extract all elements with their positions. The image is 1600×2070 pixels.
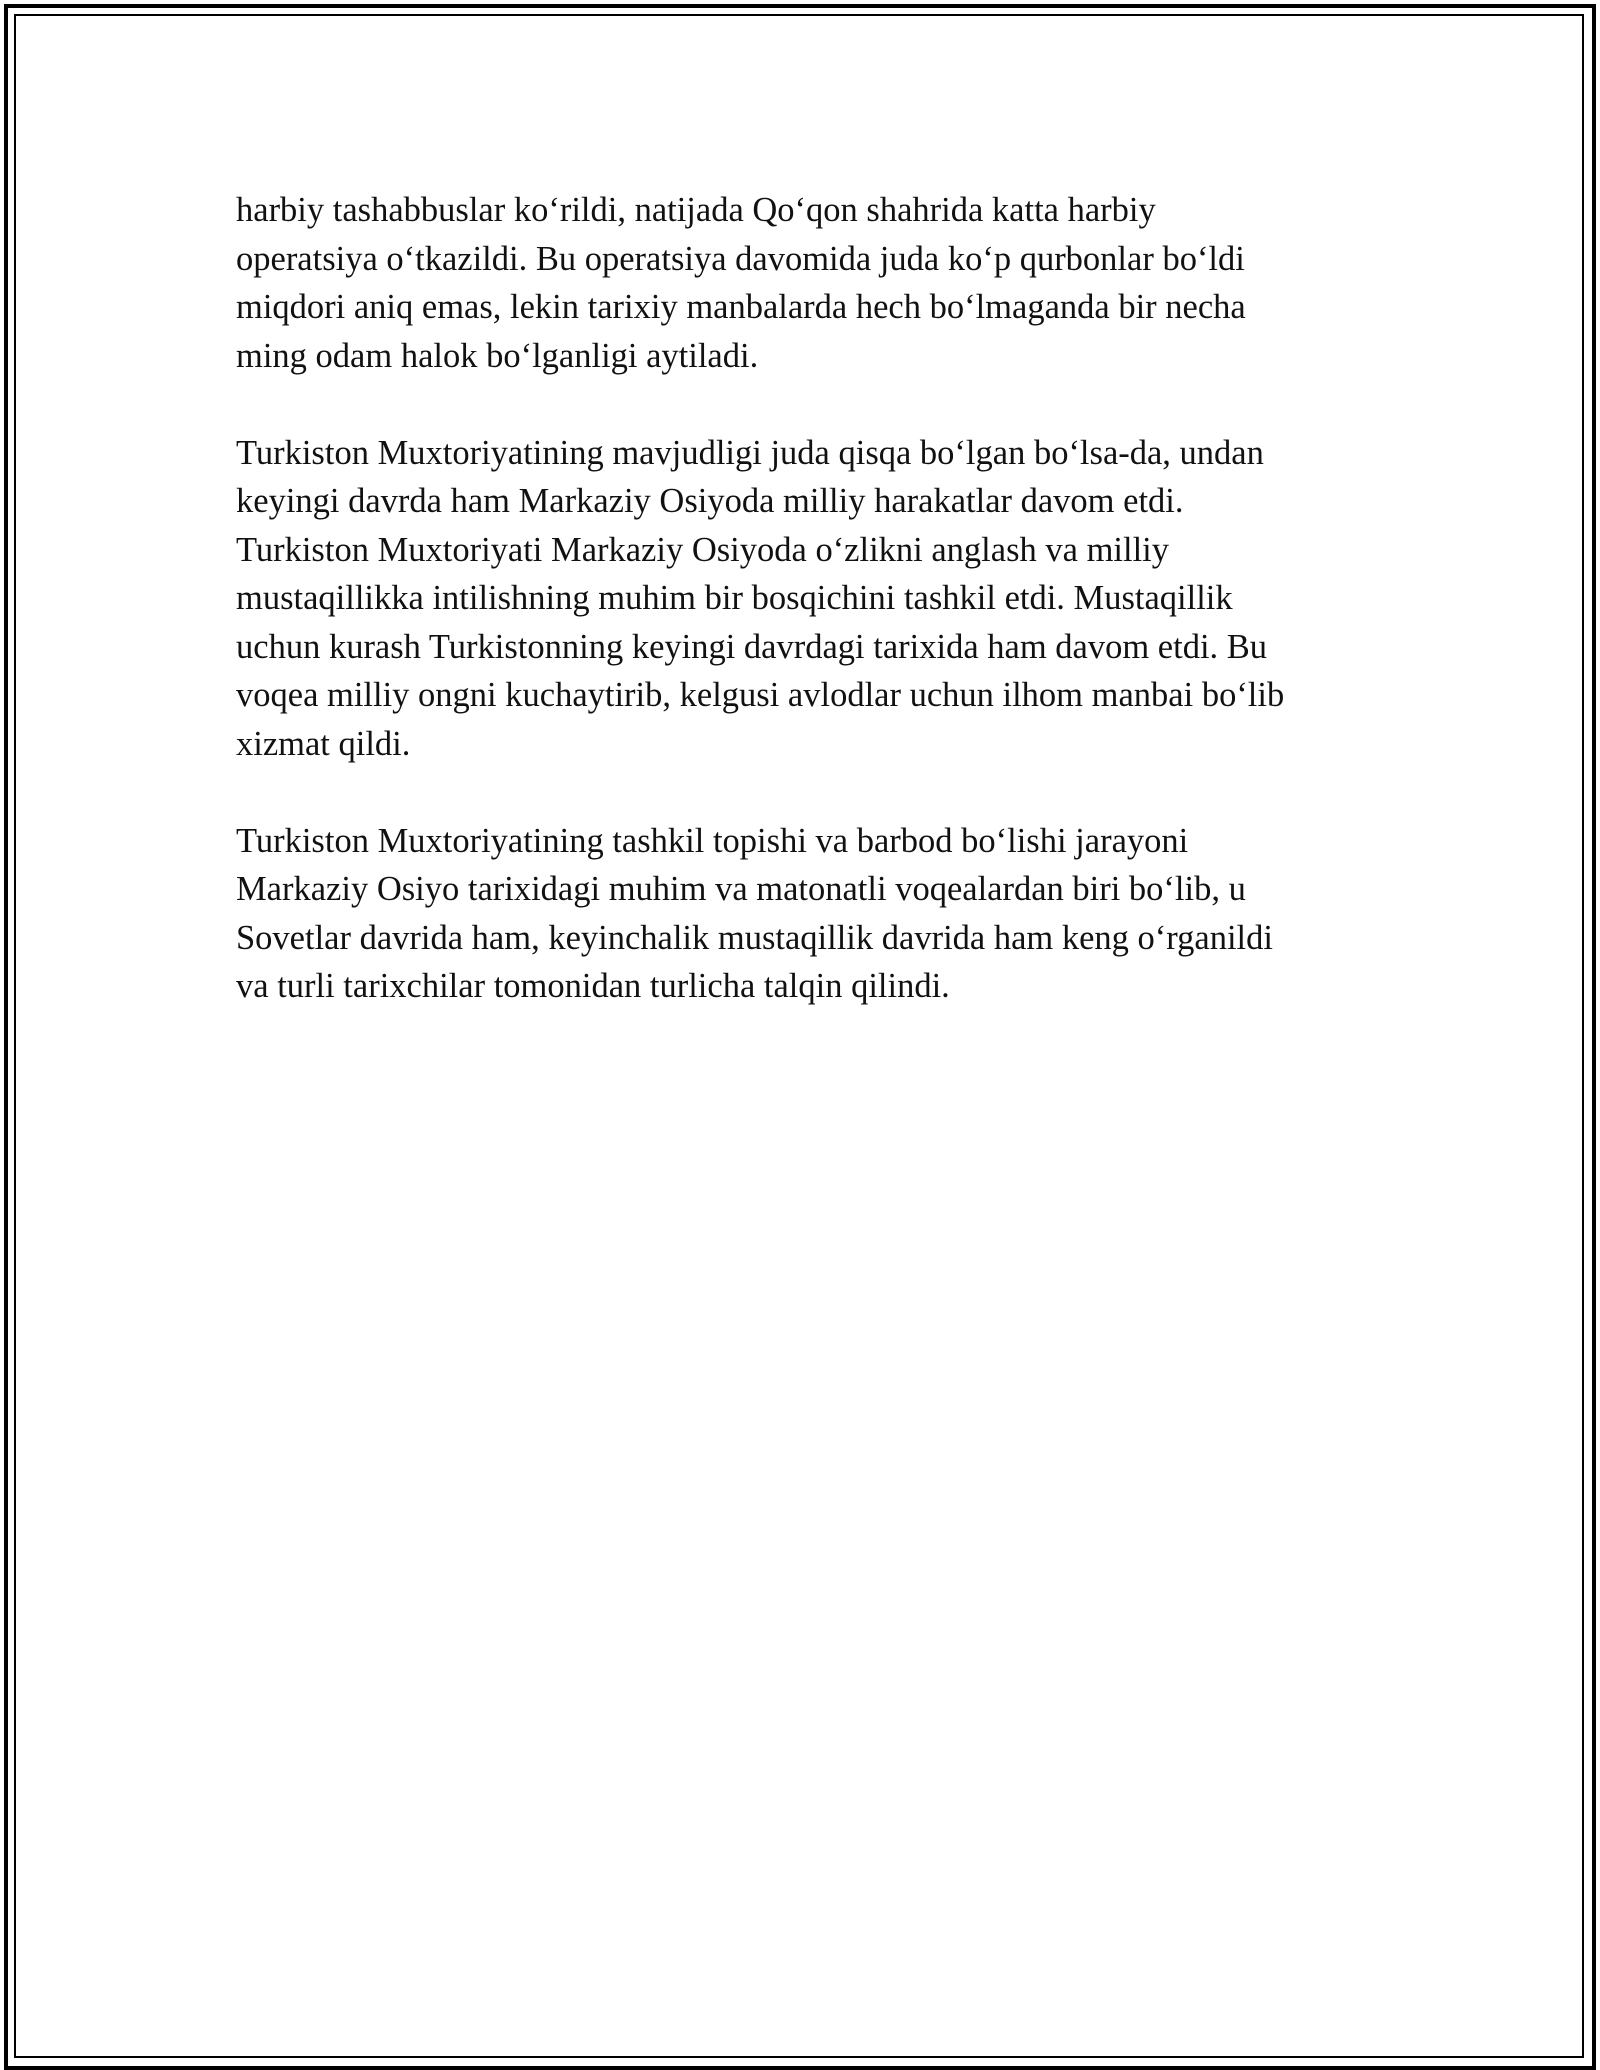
paragraph-3 xyxy=(236,817,1366,1011)
text-line: keyingi davrda ham Markaziy Osiyoda milliy harakatlar davom etdi. xyxy=(236,482,1184,520)
text-line: harbiy tashabbuslar ko‘rildi, natijada Qo‘qon shahrida katta harbiy xyxy=(236,191,1156,229)
text-line: miqdori aniq emas, lekin tarixiy manbalarda hech bo‘lmaganda bir necha xyxy=(236,288,1246,326)
paragraph-1 xyxy=(236,186,1366,380)
text-line: operatsiya o‘tkazildi. Bu operatsiya davomida juda ko‘p qurbonlar bo‘ldi xyxy=(236,239,1245,278)
text-line: va turli tarixchilar tomonidan turlicha talqin qilindi. xyxy=(236,967,950,1005)
document-body xyxy=(236,186,1366,1059)
text-line: ming odam halok bo‘lganligi aytiladi. xyxy=(236,336,759,375)
text-line: Turkiston Muxtoriyatining mavjudligi juda qisqa bo‘lgan bo‘lsa-da, undan xyxy=(236,433,1264,472)
text-line: Turkiston Muxtoriyati Markaziy Osiyoda o‘zlikni anglash va milliy xyxy=(236,530,1169,569)
text-line: Turkiston Muxtoriyatining tashkil topishi va barbod bo‘lishi jarayoni xyxy=(236,821,1189,860)
paragraph-2 xyxy=(236,429,1366,769)
text-line: Markaziy Osiyo tarixidagi muhim va matonatli voqealardan biri bo‘lib, u xyxy=(236,870,1246,908)
text-line: mustaqillikka intilishning muhim bir bosqichini tashkil etdi. Mustaqillik xyxy=(236,579,1233,617)
text-line: voqea milliy ongni kuchaytirib, kelgusi avlodlar uchun ilhom manbai bo‘lib xyxy=(236,676,1285,714)
text-line: xizmat qildi. xyxy=(236,724,411,763)
text-line: Sovetlar davrida ham, keyinchalik mustaqillik davrida ham keng o‘rganildi xyxy=(236,918,1273,957)
text-line: uchun kurash Turkistonning keyingi davrdagi tarixida ham davom etdi. Bu xyxy=(236,627,1268,666)
